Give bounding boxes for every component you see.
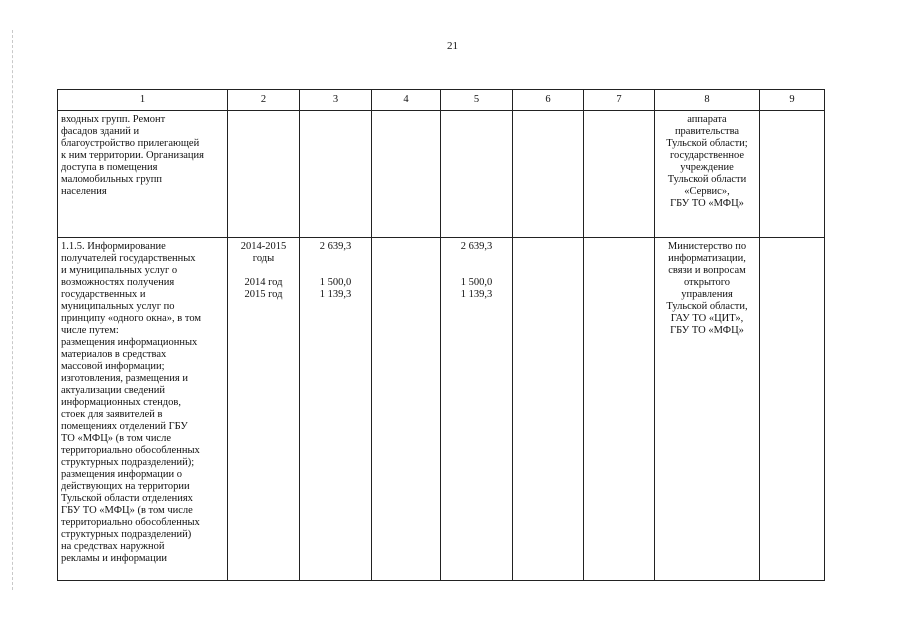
text-line: ГБУ ТО «МФЦ» bbox=[670, 325, 744, 336]
header-col-5: 5 bbox=[441, 90, 513, 111]
text-line: маломобильных групп bbox=[61, 174, 162, 185]
table-row-1-1-5 bbox=[58, 238, 825, 581]
text-line: принципу «одного окна», в том bbox=[61, 313, 202, 324]
text-line: материалов в средствах bbox=[61, 349, 167, 360]
text-line: государственное bbox=[669, 150, 744, 161]
header-col-1: 1 bbox=[58, 90, 228, 111]
spacer bbox=[444, 265, 509, 277]
text-line: Тульской области; bbox=[666, 138, 748, 149]
cell-period bbox=[228, 111, 300, 238]
text-line: размещения информации о bbox=[61, 469, 183, 480]
text-line: учреждение bbox=[680, 162, 734, 173]
text-line: Тульской области отделениях bbox=[61, 493, 193, 504]
funding-2015: 1 139,3 bbox=[460, 289, 493, 300]
cell-col-9 bbox=[760, 111, 825, 238]
cell-col-5 bbox=[441, 111, 513, 238]
cell-col-7 bbox=[584, 238, 655, 581]
text-line: актуализации сведений bbox=[61, 385, 166, 396]
binding-margin-line bbox=[12, 30, 13, 590]
text-line: фасадов зданий и bbox=[61, 126, 140, 137]
text-line: территориально обособленных bbox=[61, 445, 200, 456]
text-line: на средствах наружной bbox=[61, 541, 165, 552]
cell-responsible bbox=[655, 238, 760, 581]
funding-2014: 1 500,0 bbox=[319, 277, 352, 288]
cell-col-6 bbox=[513, 111, 584, 238]
table-row-continuation bbox=[58, 111, 825, 238]
text-line: доступа в помещения bbox=[61, 162, 158, 173]
year-2014-label: 2014 год bbox=[244, 277, 283, 288]
text-line: массовой информации; bbox=[61, 361, 165, 372]
text-line: ТО «МФЦ» (в том числе bbox=[61, 433, 171, 444]
text-line: ГБУ ТО «МФЦ» (в том числе bbox=[61, 505, 193, 516]
text-line: информационных стендов, bbox=[61, 397, 181, 408]
cell-description bbox=[58, 111, 228, 238]
cell-description bbox=[58, 238, 228, 581]
text-line: стоек для заявителей в bbox=[61, 409, 163, 420]
text-line: входных групп. Ремонт bbox=[61, 114, 166, 125]
text-line: рекламы и информации bbox=[61, 553, 167, 564]
funding-total: 2 639,3 bbox=[460, 241, 493, 252]
text-line: государственных и bbox=[61, 289, 146, 300]
spacer bbox=[444, 253, 509, 265]
text-line: территориально обособленных bbox=[61, 517, 200, 528]
text-line: возможностях получения bbox=[61, 277, 175, 288]
funding-2015: 1 139,3 bbox=[319, 289, 352, 300]
cell-total-funding bbox=[300, 111, 372, 238]
period-unit: годы bbox=[252, 253, 275, 264]
cell-total-funding bbox=[300, 238, 372, 581]
page-number: 21 bbox=[447, 40, 458, 52]
spacer bbox=[303, 253, 368, 265]
text-line: к ним территории. Организация bbox=[61, 150, 204, 161]
text-line: муниципальных услуг по bbox=[61, 301, 175, 312]
text-line: помещениях отделений ГБУ bbox=[61, 421, 188, 432]
header-row bbox=[58, 90, 825, 111]
header-col-9: 9 bbox=[760, 90, 825, 111]
spacer bbox=[231, 265, 296, 277]
text-line: 1.1.5. Информирование bbox=[61, 241, 166, 252]
text-line: Министерство по bbox=[667, 241, 747, 252]
funding-2014: 1 500,0 bbox=[460, 277, 493, 288]
funding-total: 2 639,3 bbox=[319, 241, 352, 252]
header-col-6: 6 bbox=[513, 90, 584, 111]
header-col-3: 3 bbox=[300, 90, 372, 111]
program-table bbox=[57, 89, 825, 581]
text-line: связи и вопросам bbox=[668, 265, 746, 276]
text-line: информатизации, bbox=[668, 253, 746, 264]
cell-col-6 bbox=[513, 238, 584, 581]
text-line: числе путем: bbox=[61, 325, 119, 336]
text-line: Тульской области, bbox=[666, 301, 748, 312]
text-line: управления bbox=[681, 289, 733, 300]
cell-period bbox=[228, 238, 300, 581]
cell-col-9 bbox=[760, 238, 825, 581]
text-line: получателей государственных bbox=[61, 253, 196, 264]
cell-col-4 bbox=[372, 111, 441, 238]
text-line: населения bbox=[61, 186, 107, 197]
text-line: правительства bbox=[674, 126, 740, 137]
period-range: 2014-2015 bbox=[240, 241, 287, 252]
text-line: аппарата bbox=[687, 114, 727, 125]
text-line: «Сервис», bbox=[684, 186, 730, 197]
cell-col-4 bbox=[372, 238, 441, 581]
text-line: и муниципальных услуг о bbox=[61, 265, 178, 276]
text-line: структурных подразделений); bbox=[61, 457, 195, 468]
text-line: структурных подразделений) bbox=[61, 529, 192, 540]
header-col-8: 8 bbox=[655, 90, 760, 111]
text-line: благоустройство прилегающей bbox=[61, 138, 200, 149]
text-line: Тульской области bbox=[667, 174, 747, 185]
spacer bbox=[303, 265, 368, 277]
text-line: изготовления, размещения и bbox=[61, 373, 188, 384]
header-col-7: 7 bbox=[584, 90, 655, 111]
text-line: открытого bbox=[683, 277, 731, 288]
text-line: действующих на территории bbox=[61, 481, 190, 492]
header-col-4: 4 bbox=[372, 90, 441, 111]
text-line: ГАУ ТО «ЦИТ», bbox=[670, 313, 744, 324]
year-2015-label: 2015 год bbox=[244, 289, 283, 300]
cell-responsible bbox=[655, 111, 760, 238]
cell-col-5 bbox=[441, 238, 513, 581]
header-col-2: 2 bbox=[228, 90, 300, 111]
text-line: размещения информационных bbox=[61, 337, 198, 348]
text-line: ГБУ ТО «МФЦ» bbox=[670, 198, 744, 209]
cell-col-7 bbox=[584, 111, 655, 238]
